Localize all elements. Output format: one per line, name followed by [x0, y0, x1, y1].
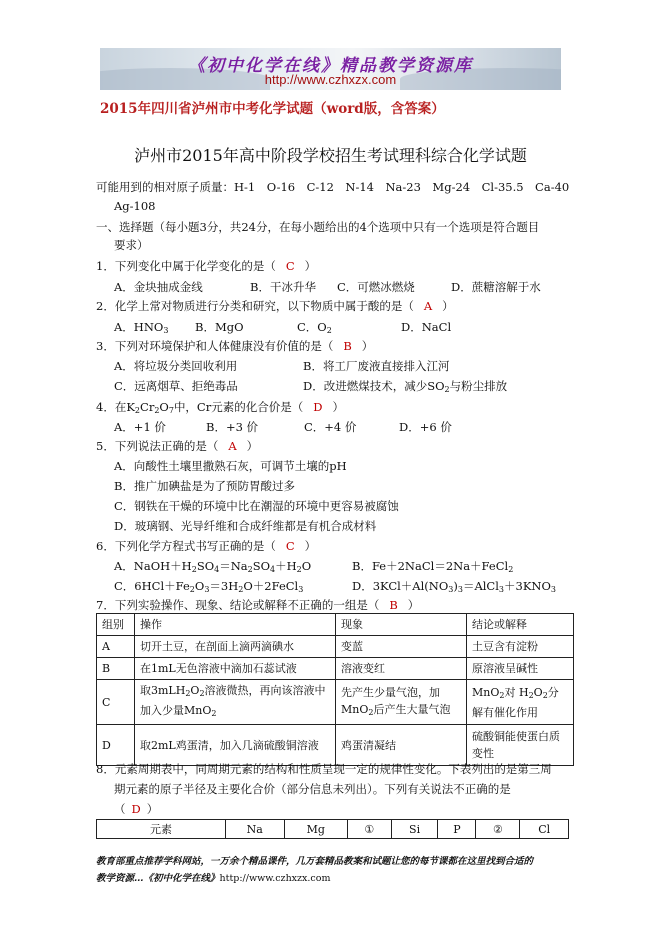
table-cell: 切开土豆，在剖面上滴两滴碘水 — [135, 636, 336, 658]
option: C．+4 价 — [304, 420, 357, 434]
option: B．干冰升华 — [250, 280, 316, 294]
table-cell: ① — [347, 820, 391, 839]
answer: B — [389, 598, 398, 612]
option: C．$6HCl+Fe_2O_3=3H_2O+2FeCl_3$ — [114, 579, 304, 594]
option: A．$NaOH+H_2SO_4=Na_2SO_4+H_2O$ — [114, 559, 312, 574]
option: D．改进燃煤技术，减少$SO_2$与粉尘排放 — [303, 379, 508, 394]
table-cell: D — [97, 725, 135, 766]
table-cell: 元素 — [97, 820, 226, 839]
question-5: 5．下列说法正确的是（ A ） — [96, 439, 259, 453]
element-table — [96, 819, 569, 839]
question-close: ） — [361, 339, 374, 353]
exam-title: 泸州市2015年高中阶段学校招生考试理科综合化学试题 — [134, 146, 527, 165]
table-row — [97, 680, 574, 725]
question-stem: 3．下列对环境保护和人体健康没有价值的是（ — [96, 339, 334, 353]
table-cell: MnO$_2$对 $H_2O_2$分 解有催化作用 — [467, 680, 574, 725]
section-heading-cont: 要求） — [114, 238, 149, 252]
question-4: 4．在$K_2Cr_2O_7$中，Cr元素的化合价是（ D ） — [96, 400, 344, 415]
table-cell: 原溶液呈碱性 — [467, 658, 574, 680]
document-title: 2015年四川省泸州市中考化学试题（word版，含答案） — [100, 101, 445, 117]
table-header: 组别 — [97, 614, 135, 636]
option: B．将工厂废液直接排入江河 — [303, 359, 450, 373]
atomic-masses: 可能用到的相对原子质量：H-1 O-16 C-12 N-14 Na-23 Mg-24 Cl-35.5 Ca-40 — [96, 180, 570, 194]
table-row — [97, 636, 574, 658]
atomic-masses-cont: Ag-108 — [114, 199, 156, 213]
table-cell: 在1mL无色溶液中滴加石蕊试液 — [135, 658, 336, 680]
table-cell: Na — [226, 820, 285, 839]
table-row — [97, 725, 574, 766]
option: D．$3KCl+Al(NO_3)_3=AlCl_3+3KNO_3$ — [352, 579, 557, 594]
option: B．+3 价 — [206, 420, 259, 434]
question-2 — [96, 298, 454, 314]
header-banner — [100, 48, 561, 90]
table-cell: Si — [391, 820, 438, 839]
option: C．远离烟草、拒绝毒品 — [114, 379, 238, 393]
footer-line: 教育部重点推荐学科网站，一万余个精品课件，几万套精品教案和试题让您的每节课都在这里找到合适的 — [96, 856, 534, 867]
option: D．蔗糖溶解于水 — [451, 280, 541, 294]
option: D．+6 价 — [399, 420, 452, 434]
table-row — [97, 820, 569, 839]
table-row — [97, 658, 574, 680]
table-cell: 土豆含有淀粉 — [467, 636, 574, 658]
answer: D — [131, 802, 141, 816]
table-cell: Mg — [284, 820, 347, 839]
table-header-row — [97, 614, 574, 636]
option: C．可燃冰燃烧 — [337, 280, 415, 294]
option: C．钢铁在干燥的环境中比在潮湿的环境中更容易被腐蚀 — [114, 499, 399, 513]
section-heading: 一、选择题（每小题3分，共24分，在每小题给出的4个选项中只有一个选项是符合题目 — [96, 220, 540, 234]
question-stem: 1．下列变化中属于化学变化的是（ — [96, 259, 276, 273]
table-header: 操作 — [135, 614, 336, 636]
table-cell: 鸡蛋清凝结 — [336, 725, 467, 766]
question-6: 6．下列化学方程式书写正确的是（ C ） — [96, 539, 317, 553]
table-cell: 取2mL鸡蛋清，加入几滴硫酸铜溶液 — [135, 725, 336, 766]
question-stem: 2．化学上常对物质进行分类和研究，以下物质中属于酸的是（ — [96, 299, 414, 313]
table-cell: C — [97, 680, 135, 725]
answer: C — [285, 259, 295, 273]
footer-line: 教学资源…《初中化学在线》http://www.czhxzx.com — [96, 873, 331, 884]
question-close: ） — [304, 259, 317, 273]
question-8: 8．元素周期表中，同周期元素的结构和性质呈现一定的规律性变化。下表列出的是第三周 — [96, 762, 552, 776]
option: B．推广加碘盐是为了预防胃酸过多 — [114, 479, 295, 493]
page-footer — [96, 853, 576, 887]
option: A．金块抽成金线 — [114, 280, 203, 294]
option: C．$O_2$ — [297, 320, 332, 335]
answer: C — [285, 539, 295, 553]
question-close: ） — [442, 299, 454, 313]
option: A．向酸性土壤里撒熟石灰，可调节土壤的pH — [114, 459, 347, 473]
table-cell: Cl — [520, 820, 569, 839]
table-cell: B — [97, 658, 135, 680]
answer: A — [423, 299, 433, 313]
question-1 — [96, 258, 316, 274]
table-cell: 取$3mLH_2O_2$溶液微热，再向该溶液中 加入少量MnO$_2$ — [135, 680, 336, 725]
footer-url[interactable]: http://www.czhxzx.com — [219, 873, 331, 884]
option: B．MgO — [195, 320, 244, 334]
table-cell: 硫酸铜能使蛋白质变性 — [467, 725, 574, 766]
table-cell: A — [97, 636, 135, 658]
option: D．玻璃钢、光导纤维和合成纤维都是有机合成材料 — [114, 519, 377, 533]
answer: A — [228, 439, 237, 453]
question-7: 7．下列实验操作、现象、结论或解释不正确的一组是（ B ） — [96, 598, 420, 612]
answer: B — [343, 339, 352, 353]
question-8-cont: 期元素的原子半径及主要化合价（部分信息未列出）。下列有关说法不正确的是 — [114, 782, 511, 796]
experiment-table — [96, 613, 574, 766]
option: A．将垃圾分类回收利用 — [114, 359, 238, 373]
question-8-answer: （ D ） — [114, 802, 159, 816]
table-cell: 溶液变红 — [336, 658, 467, 680]
option: A．$HNO_3$ — [114, 320, 169, 335]
table-header: 结论或解释 — [467, 614, 574, 636]
banner-url[interactable]: http://www.czhxzx.com — [264, 72, 397, 87]
answer: D — [313, 400, 323, 414]
option: A．+1 价 — [114, 420, 166, 434]
table-header: 现象 — [336, 614, 467, 636]
option: B．Fe＋2NaCl＝2Na＋FeCl$_2$ — [352, 559, 514, 574]
table-cell: ② — [476, 820, 520, 839]
question-3 — [96, 338, 373, 354]
table-cell: P — [438, 820, 476, 839]
option: D．NaCl — [401, 320, 452, 334]
banner-title: 《初中化学在线》精品教学资源库 — [188, 56, 473, 76]
table-cell: 先产生少量气泡，加 MnO$_2$后产生大量气泡 — [336, 680, 467, 725]
table-cell: 变蓝 — [336, 636, 467, 658]
